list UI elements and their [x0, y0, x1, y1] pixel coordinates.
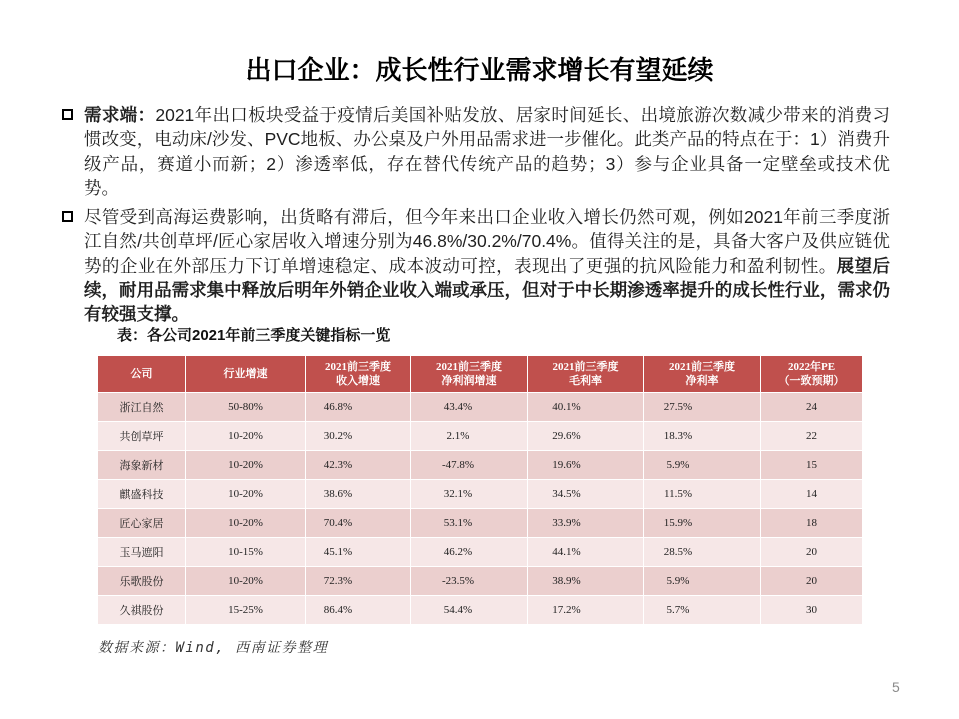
header-line: 公司 [130, 368, 153, 380]
cell-pe-2022: 30 [761, 596, 863, 625]
bullet-item-outlook [62, 205, 890, 326]
cell-industry-growth: 10-20% [186, 567, 306, 596]
cell-pe-2022: 20 [761, 567, 863, 596]
header-net-profit-growth [411, 356, 528, 393]
cell-industry-growth: 10-15% [186, 538, 306, 567]
cell-net-profit-growth: 32.1% [411, 480, 528, 509]
header-industry-growth [186, 356, 306, 393]
bullet-emphasis: 展望后续，耐用品需求集中释放后明年外销企业收入端或承压，但对于中长期渗透率提升的成长性行业，需求仍有较强支撑。 [84, 255, 890, 325]
bullet-lead: 需求端： [84, 105, 156, 125]
cell-net-margin: 5.7% [644, 596, 761, 625]
cell-pe-2022: 18 [761, 509, 863, 538]
cell-industry-growth: 10-20% [186, 451, 306, 480]
cell-gross-margin: 40.1% [528, 393, 644, 422]
header-line: 收入增速 [336, 375, 380, 387]
header-line: 2021前三季度 [436, 361, 502, 373]
bullet-square-icon [62, 211, 73, 222]
header-line: 毛利率 [569, 375, 602, 387]
data-source-note: 数据来源：Wind, 西南证券整理 [98, 640, 329, 656]
cell-net-profit-growth: 43.4% [411, 393, 528, 422]
header-line: 2021前三季度 [552, 361, 619, 373]
table-row [98, 451, 863, 480]
cell-gross-margin: 29.6% [528, 422, 644, 451]
cell-net-margin: 5.9% [644, 567, 761, 596]
header-pe-2022 [761, 356, 863, 393]
cell-net-profit-growth: 2.1% [411, 422, 528, 451]
cell-gross-margin: 44.1% [528, 538, 644, 567]
cell-revenue-growth: 70.4% [306, 509, 411, 538]
cell-net-margin: 18.3% [644, 422, 761, 451]
cell-revenue-growth: 46.8% [306, 393, 411, 422]
slide-title: 出口企业：成长性行业需求增长有望延续 [245, 55, 714, 85]
cell-pe-2022: 24 [761, 393, 863, 422]
bullet-text: 2021年出口板块受益于疫情后美国补贴发放、居家时间延长、出境旅游次数减少带来的消费习惯改变，电动床/沙发、PVC地板、办公桌及户外用品需求进一步催化。此类产品的特点在于：1）消费升级产品，赛道小而新；2）渗透率低，存在替代传统产品的趋势；3）参与企业具备一定壁垒或技术优势。 [84, 105, 890, 198]
cell-industry-growth: 10-20% [186, 422, 306, 451]
cell-gross-margin: 33.9% [528, 509, 644, 538]
cell-net-margin: 11.5% [644, 480, 761, 509]
header-line: 2021前三季度 [669, 361, 735, 373]
cell-net-profit-growth: 46.2% [411, 538, 528, 567]
table-row [98, 480, 863, 509]
cell-revenue-growth: 38.6% [306, 480, 411, 509]
cell-company: 海象新材 [98, 451, 186, 480]
cell-net-margin: 27.5% [644, 393, 761, 422]
table-body [98, 393, 863, 625]
header-line: 净利润增速 [441, 375, 497, 387]
cell-revenue-growth: 30.2% [306, 422, 411, 451]
header-line: 行业增速 [223, 368, 268, 380]
header-revenue-growth [306, 356, 411, 393]
cell-net-profit-growth: 54.4% [411, 596, 528, 625]
cell-net-margin: 15.9% [644, 509, 761, 538]
table-row [98, 509, 863, 538]
cell-revenue-growth: 72.3% [306, 567, 411, 596]
header-company [98, 356, 186, 393]
header-line: （一致预期） [778, 375, 845, 387]
table-row [98, 538, 863, 567]
table-row [98, 596, 863, 625]
table-row [98, 567, 863, 596]
header-line: 净利率 [685, 375, 719, 387]
cell-pe-2022: 15 [761, 451, 863, 480]
cell-pe-2022: 22 [761, 422, 863, 451]
cell-company: 乐歌股份 [98, 567, 186, 596]
table-header-row [98, 356, 863, 393]
cell-revenue-growth: 86.4% [306, 596, 411, 625]
table-caption: 表：各公司2021年前三季度关键指标一览 [117, 327, 391, 344]
header-gross-margin [528, 356, 644, 393]
header-line: 2021前三季度 [325, 361, 391, 373]
kpi-table [97, 355, 863, 625]
bullet-item-demand [62, 103, 890, 200]
cell-industry-growth: 15-25% [186, 596, 306, 625]
cell-revenue-growth: 42.3% [306, 451, 411, 480]
bullet-list [62, 103, 890, 327]
cell-company: 久祺股份 [98, 596, 186, 625]
cell-company: 浙江自然 [98, 393, 186, 422]
cell-net-profit-growth: -47.8% [411, 451, 528, 480]
cell-net-margin: 28.5% [644, 538, 761, 567]
bullet-square-icon [62, 109, 73, 120]
header-line: 2022年PE [787, 361, 836, 373]
cell-company: 共创草坪 [98, 422, 186, 451]
cell-company: 匠心家居 [98, 509, 186, 538]
cell-industry-growth: 50-80% [186, 393, 306, 422]
page-number: 5 [892, 679, 900, 695]
cell-industry-growth: 10-20% [186, 509, 306, 538]
cell-net-profit-growth: 53.1% [411, 509, 528, 538]
cell-gross-margin: 34.5% [528, 480, 644, 509]
cell-gross-margin: 17.2% [528, 596, 644, 625]
cell-company: 麒盛科技 [98, 480, 186, 509]
cell-company: 玉马遮阳 [98, 538, 186, 567]
cell-pe-2022: 14 [761, 480, 863, 509]
cell-revenue-growth: 45.1% [306, 538, 411, 567]
cell-industry-growth: 10-20% [186, 480, 306, 509]
cell-gross-margin: 38.9% [528, 567, 644, 596]
bullet-text: 尽管受到高海运费影响，出货略有滞后，但今年来出口企业收入增长仍然可观，例如2021年前三季度浙江自然/共创草坪/匠心家居收入增速分别为46.8%/30.2%/70.4%。值得关注的是，具备大客户及供应链优势的企业在外部压力下订单增速稳定、成本波动可控，表现出了更强的抗风险能力和盈利韧性。 [84, 207, 890, 276]
cell-gross-margin: 19.6% [528, 451, 644, 480]
cell-pe-2022: 20 [761, 538, 863, 567]
header-net-margin [644, 356, 761, 393]
cell-net-profit-growth: -23.5% [411, 567, 528, 596]
table-row [98, 393, 863, 422]
table-row [98, 422, 863, 451]
cell-net-margin: 5.9% [644, 451, 761, 480]
